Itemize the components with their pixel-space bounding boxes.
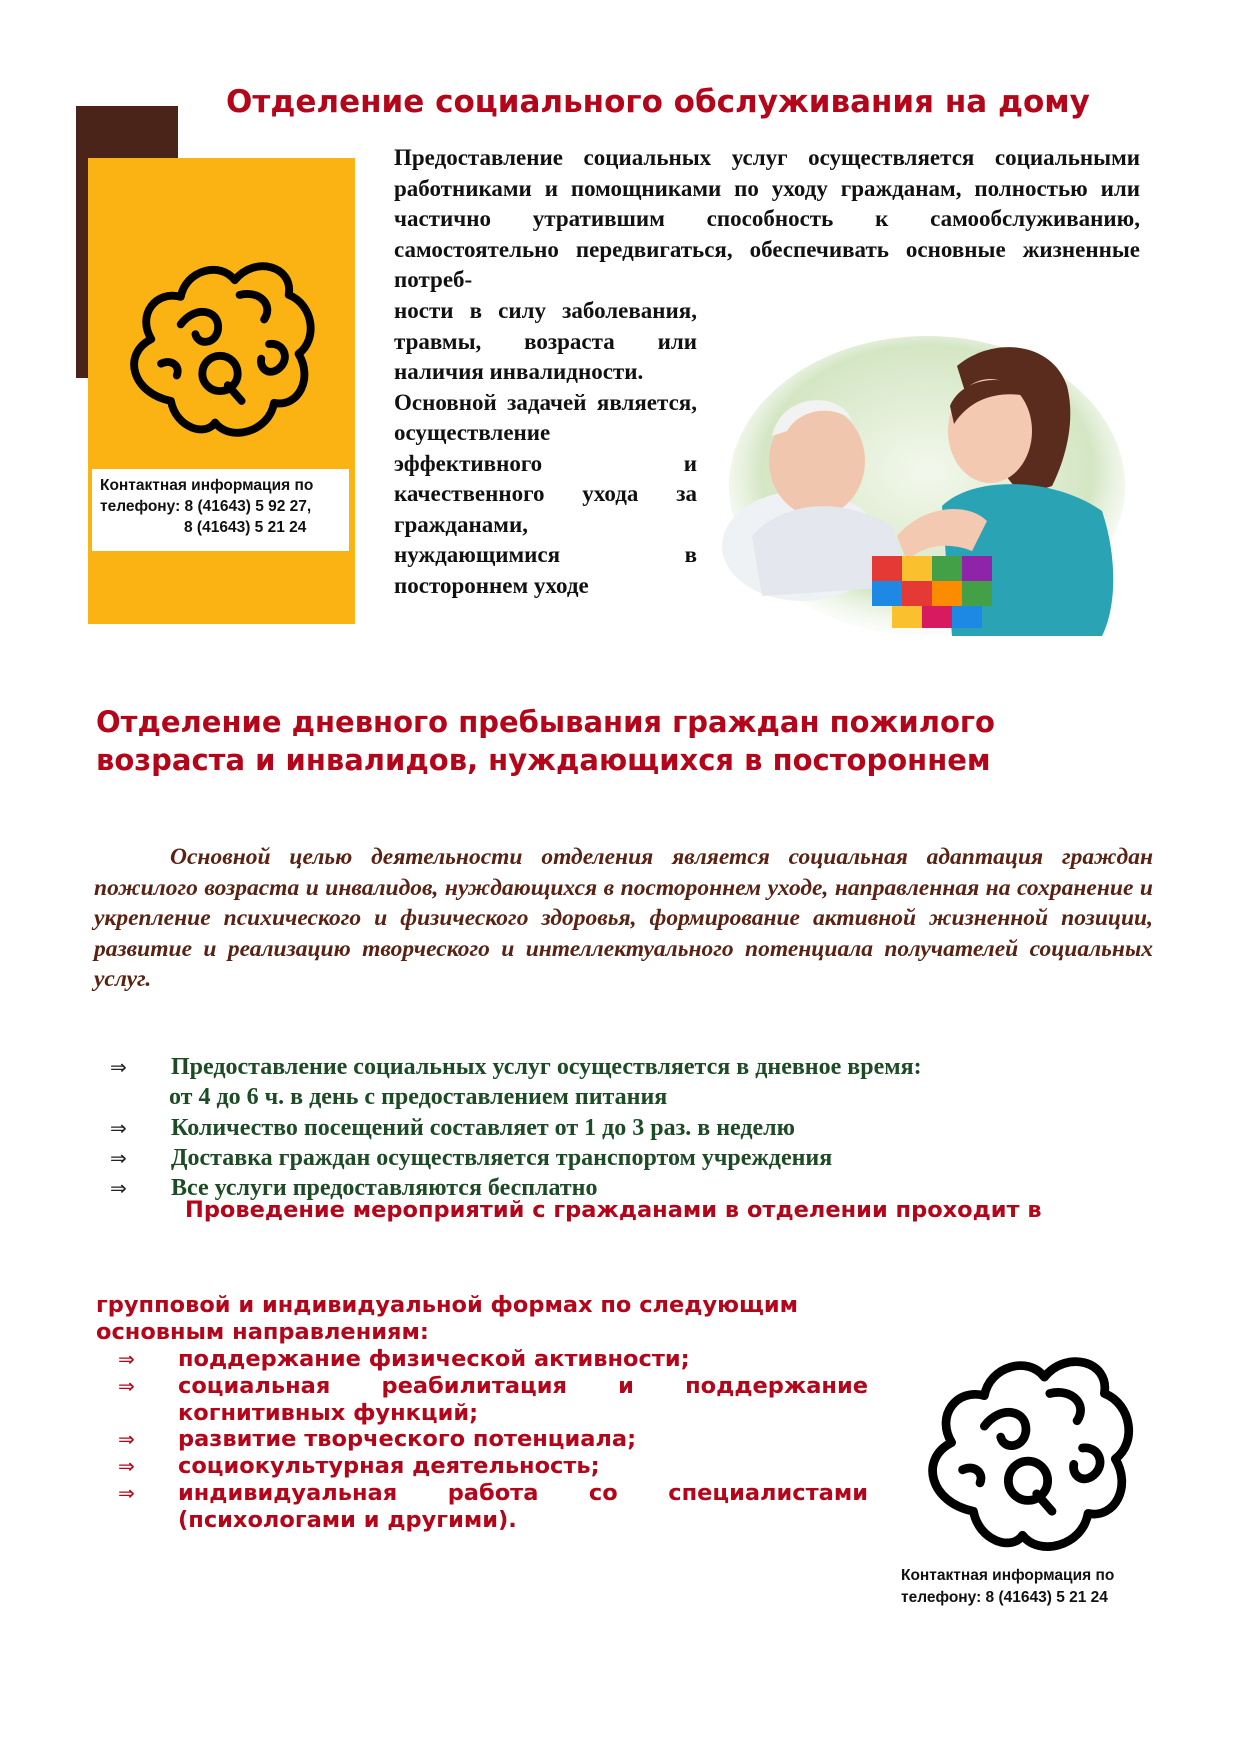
organization-logo [112,236,328,452]
paragraph-illness: ности в силу заболевания, травмы, возраста или наличия инвалидности. [394,298,697,384]
arrow-icon: ⇒ [118,1374,135,1398]
paragraph-main-task: Основной задачей является, осуществление эффективного и качественного ухода за гражданами, нуждающимися в постороннем уходе [394,389,697,598]
contact-line: 8 (41643) 5 21 24 [184,519,307,536]
section2-goal-paragraph: Основной целью деятельности отделения является социальная адаптация граждан пожилого возраста и инвалидов, нуждающихся в постороннем уходе, направленная на сохранение и укрепление психического и физического здоровья, формирование активной жизненной позиции, развитие и реализацию творческого и интеллектуального потенциала получателей социальных услуг. [94,844,1153,992]
section2-title-line: Отделение дневного пребывания граждан пожилого [96,705,995,739]
direction-item: ⇒ поддержание физической активности; [118,1346,690,1372]
events-line: основным направлениям: [96,1319,429,1345]
events-continuation [96,1292,871,1346]
contact-line: Контактная информация по [100,477,314,494]
direction-item: ⇒ индивидуальная работа со специалистами (психологами и другими). [118,1480,868,1533]
arrow-icon: ⇒ [110,1176,127,1200]
events-heading: Проведение мероприятий с гражданами в отделении проходит в [185,1197,1042,1223]
section2-title [96,703,995,779]
section1-paragraph-left [394,296,697,601]
section2-title-line: возраста и инвалидов, нуждающихся в постороннем [96,743,991,777]
list-item-continuation: от 4 до 6 ч. в день с предоставлением питания [169,1084,668,1110]
arrow-icon: ⇒ [110,1116,127,1140]
section1-title: Отделение социального обслуживания на дому [226,84,1090,120]
contact-line: телефону: 8 (41643) 5 21 24 [901,1589,1108,1606]
arrow-icon: ⇒ [118,1481,135,1505]
arrow-icon: ⇒ [110,1146,127,1170]
arrow-icon: ⇒ [118,1427,135,1451]
contact-line: Контактная информация по [901,1567,1115,1584]
contact-info-bottom [901,1565,1114,1609]
arrow-icon: ⇒ [110,1055,127,1079]
contact-info-box [92,469,349,551]
section1-paragraph-top: Предоставление социальных услуг осуществляется социальными работниками и помощниками по уходу гражданам, полностью или частично утратившим способность к самообслуживанию, самостоятельно передвигаться, обеспечивать основные жизненные потреб- [394,145,1140,292]
caregiver-illustration [722,336,1126,654]
list-item: ⇒ Количество посещений составляет от 1 до 3 раз. в неделю [110,1115,795,1141]
direction-item: ⇒ социокультурная деятельность; [118,1453,600,1479]
events-line: групповой и индивидуальной формах по следующим [96,1292,799,1318]
direction-item: ⇒ развитие творческого потенциала; [118,1426,637,1452]
arrow-icon: ⇒ [118,1454,135,1478]
list-item: ⇒ Предоставление социальных услуг осуществляется в дневное время: [110,1054,922,1080]
list-item: ⇒ Все услуги предоставляются бесплатно [110,1175,598,1201]
list-item: ⇒ Доставка граждан осуществляется транспортом учреждения [110,1145,833,1171]
contact-line: телефону: 8 (41643) 5 92 27, [100,498,312,515]
organization-logo [908,1328,1148,1568]
direction-item: ⇒ социальная реабилитация и поддержание когнитивных функций; [118,1373,868,1426]
arrow-icon: ⇒ [118,1347,135,1371]
